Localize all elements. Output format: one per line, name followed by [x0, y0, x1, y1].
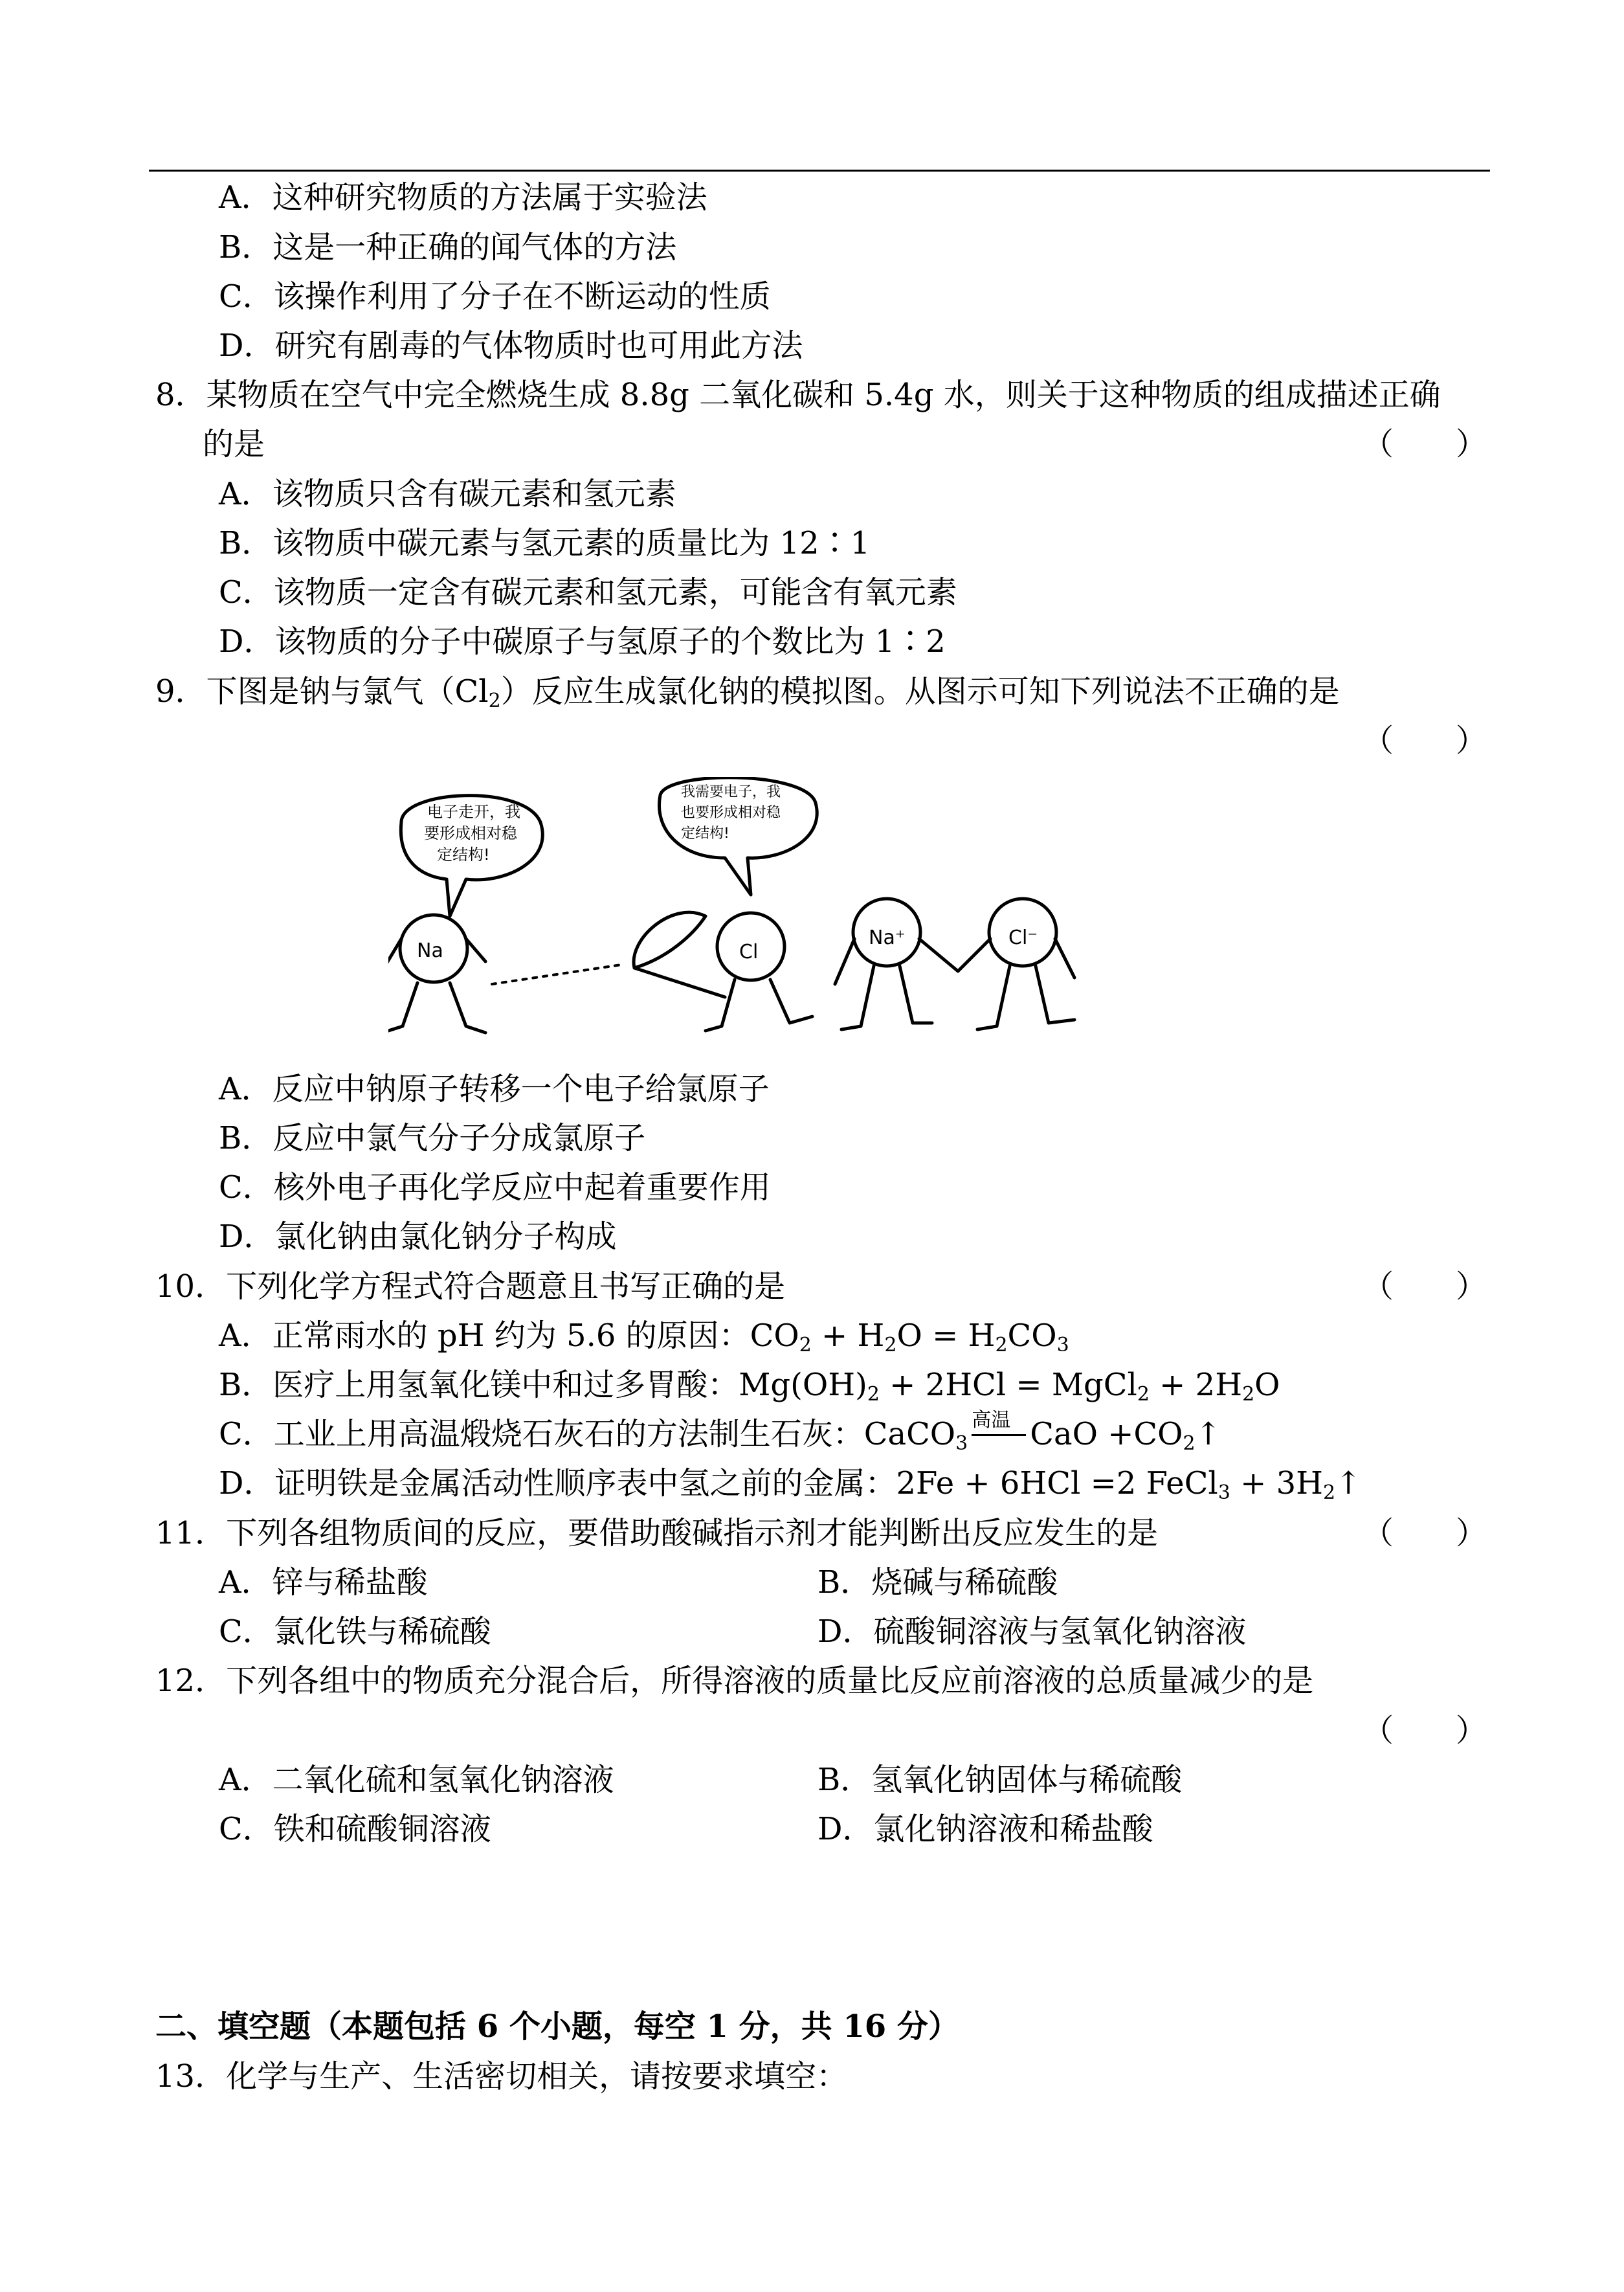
cl-bubble-line-1: 我需要电子，我	[681, 784, 781, 800]
reaction-condition: 高温	[968, 1415, 1030, 1454]
butterfly-net-icon	[634, 912, 725, 997]
q9-answer-blank: （ ）	[1363, 723, 1487, 759]
q11-option-a: A．锌与稀盐酸	[219, 1564, 428, 1601]
cl-atom-label: Cl	[739, 941, 759, 963]
q9-option-c: C．核外电子再化学反应中起着重要作用	[219, 1169, 771, 1206]
q10-option-c: C．工业上用高温煅烧石灰石的方法制生石灰：CaCO$_3$ 高温 CaO $+CO_2↑$	[219, 1409, 1221, 1455]
sodium-chlorine-reaction-illustration	[388, 777, 1120, 1049]
q8-option-a: A．该物质只含有碳元素和氢元素	[219, 476, 676, 512]
na-bubble-line-1: 电子走开，我	[427, 803, 520, 821]
q10-stem: 10．下列化学方程式符合题意且书写正确的是	[155, 1268, 786, 1305]
cl-bubble-line-2: 也要形成相对稳	[681, 805, 781, 821]
section-2-title: 二、填空题（本题包括 6 个小题，每空 1 分，共 16 分）	[155, 2008, 959, 2045]
q12-option-d: D．氯化钠溶液和稀盐酸	[818, 1811, 1153, 1847]
q12-stem: 12．下列各组中的物质充分混合后，所得溶液的质量比反应前溶液的总质量减少的是	[155, 1663, 1314, 1699]
q11-option-d: D．硫酸铜溶液与氢氧化钠溶液	[818, 1613, 1247, 1650]
q10-option-b: B．医疗上用氢氧化镁中和过多胃酸：$Mg(OH)_2 + 2HCl$ = MgCl$_2$ + $2H_2O$	[219, 1367, 1280, 1406]
q8-stem: 8．某物质在空气中完全燃烧生成 8.8g 二氧化碳和 5.4g 水，则关于这种物质的组成描述正确	[155, 377, 1441, 413]
q8-option-b: B．该物质中碳元素与氢元素的质量比为 12∶1	[219, 525, 871, 561]
q11-answer-blank: （ ）	[1363, 1515, 1487, 1551]
q10-option-a: A．正常雨水的 pH 约为 5.6 的原因：$CO_2 + H_2O = H_2CO_3$	[219, 1318, 1069, 1356]
q12-answer-blank: （ ）	[1363, 1713, 1487, 1749]
q8-stem-cont: 的是	[203, 426, 265, 462]
na-bubble-line-2: 要形成相对稳	[424, 824, 517, 842]
q12-option-b: B．氢氧化钠固体与稀硫酸	[818, 1762, 1183, 1798]
header-rule	[149, 170, 1490, 172]
q10-answer-blank: （ ）	[1363, 1268, 1487, 1305]
q9-option-b: B．反应中氯气分子分成氯原子	[219, 1120, 646, 1156]
q8-option-c: C．该物质一定含有碳元素和氢元素，可能含有氧元素	[219, 574, 957, 611]
q8-option-d: D．该物质的分子中碳原子与氢原子的个数比为 1∶2	[219, 624, 946, 660]
q13-stem: 13．化学与生产、生活密切相关，请按要求填空：	[155, 2058, 848, 2095]
q9-option-a: A．反应中钠原子转移一个电子给氯原子	[219, 1071, 770, 1107]
q9-option-d: D．氯化钠由氯化钠分子构成	[219, 1219, 617, 1255]
na-ion-label: Na⁺	[869, 927, 906, 949]
q10-option-d: D．证明铁是金属活动性顺序表中氢之前的金属：2Fe + 6HCl =2 FeCl$_3$ + $3H_2↑$	[219, 1465, 1362, 1504]
q7-option-d: D．研究有剧毒的气体物质时也可用此方法	[219, 328, 803, 364]
q11-stem: 11．下列各组物质间的反应，要借助酸碱指示剂才能判断出反应发生的是	[155, 1515, 1159, 1551]
q11-option-b: B．烧碱与稀硫酸	[818, 1564, 1058, 1601]
na-bubble-line-3: 定结构!	[437, 846, 490, 864]
cl-bubble-line-3: 定结构!	[681, 826, 729, 842]
cl-ion-label: Cl⁻	[1008, 927, 1038, 949]
q7-option-a: A．这种研究物质的方法属于实验法	[219, 179, 707, 216]
q12-option-c: C．铁和硫酸铜溶液	[219, 1811, 491, 1847]
na-atom-label: Na	[417, 939, 443, 962]
q9-stem: 9．下图是钠与氯气$(Cl_2)$反应生成氯化钠的模拟图。从图示可知下列说法不正确的是	[155, 673, 1340, 712]
q7-option-b: B．这是一种正确的闻气体的方法	[219, 229, 677, 265]
q8-answer-blank: （ ）	[1363, 426, 1487, 462]
q12-option-a: A．二氧化硫和氢氧化钠溶液	[219, 1762, 614, 1798]
q11-option-c: C．氯化铁与稀硫酸	[219, 1613, 491, 1650]
q7-option-c: C．该操作利用了分子在不断运动的性质	[219, 278, 771, 315]
